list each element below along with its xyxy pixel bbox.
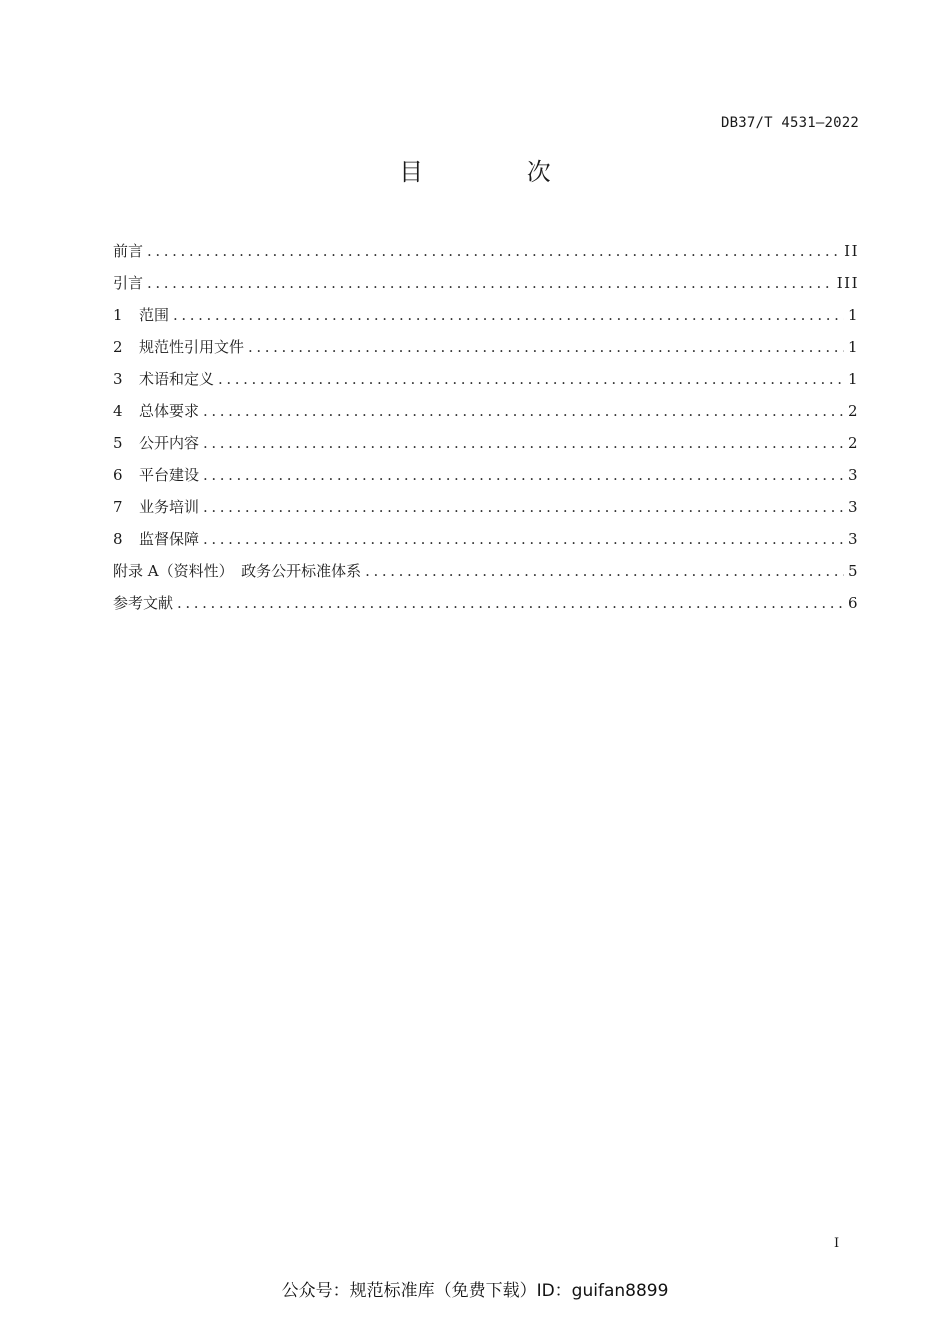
toc-leader-dots xyxy=(248,336,844,358)
toc-entry-page: 1 xyxy=(847,306,859,324)
toc-entry-page: 1 xyxy=(847,370,859,388)
toc-entry-appendix-a[interactable] xyxy=(113,560,859,592)
toc-entry-number: 4 xyxy=(113,402,123,420)
toc-entry-page: 3 xyxy=(847,498,859,516)
toc-leader-dots xyxy=(218,368,844,390)
toc-leader-dots xyxy=(147,240,840,262)
toc-entry-title: 参考文献 xyxy=(113,594,174,612)
toc-entry-number: 2 xyxy=(113,338,123,356)
toc-entry-title: 公开内容 xyxy=(139,434,200,452)
toc-entry-bibliography[interactable] xyxy=(113,592,859,624)
toc-entry-title: 监督保障 xyxy=(139,530,200,548)
toc-entry-foreword[interactable] xyxy=(113,240,859,272)
toc-leader-dots xyxy=(177,592,844,614)
toc-leader-dots xyxy=(203,400,844,422)
toc-entry-page: III xyxy=(836,274,859,292)
toc-leader-dots xyxy=(203,464,844,486)
toc-entry-title: 平台建设 xyxy=(139,466,200,484)
toc-entry-scope[interactable] xyxy=(113,304,859,336)
toc-leader-dots xyxy=(365,560,844,582)
toc-entry-general-requirements[interactable] xyxy=(113,400,859,432)
toc-entry-page: 2 xyxy=(847,402,859,420)
toc-entry-title: 前言 xyxy=(113,242,144,260)
toc-entry-number: 1 xyxy=(113,306,123,324)
page-number: I xyxy=(834,1236,840,1251)
toc-entry-terms-definitions[interactable] xyxy=(113,368,859,400)
toc-leader-dots xyxy=(203,432,844,454)
toc-leader-dots xyxy=(147,272,833,294)
table-of-contents xyxy=(113,240,859,624)
toc-entry-page: II xyxy=(844,242,859,260)
toc-entry-page: 6 xyxy=(847,594,859,612)
toc-entry-platform-construction[interactable] xyxy=(113,464,859,496)
toc-entry-number: 5 xyxy=(113,434,123,452)
toc-entry-introduction[interactable] xyxy=(113,272,859,304)
toc-entry-title: 总体要求 xyxy=(139,402,200,420)
footer-watermark-text: 公众号：规范标准库（免费下载）ID：guifan8899 xyxy=(281,1281,669,1301)
toc-entry-number: 8 xyxy=(113,530,123,548)
toc-entry-number: 6 xyxy=(113,466,123,484)
toc-entry-disclosure-content[interactable] xyxy=(113,432,859,464)
toc-entry-page: 3 xyxy=(847,466,859,484)
toc-leader-dots xyxy=(173,304,844,326)
toc-entry-normative-references[interactable] xyxy=(113,336,859,368)
toc-entry-title: 引言 xyxy=(113,274,144,292)
toc-entry-page: 3 xyxy=(847,530,859,548)
toc-entry-number: 3 xyxy=(113,370,123,388)
toc-leader-dots xyxy=(203,528,844,550)
toc-entry-business-training[interactable] xyxy=(113,496,859,528)
toc-entry-page: 5 xyxy=(847,562,859,580)
toc-entry-title: 规范性引用文件 xyxy=(139,338,245,356)
toc-entry-supervision[interactable] xyxy=(113,528,859,560)
toc-entry-page: 2 xyxy=(847,434,859,452)
toc-entry-title: 附录 A（资料性） 政务公开标准体系 xyxy=(113,562,362,580)
toc-entry-title: 术语和定义 xyxy=(139,370,215,388)
toc-entry-title: 范围 xyxy=(139,306,170,324)
page-title: 目 次 xyxy=(399,158,599,186)
toc-leader-dots xyxy=(203,496,844,518)
standard-code: DB37/T 4531—2022 xyxy=(720,115,859,131)
toc-entry-title: 业务培训 xyxy=(139,498,200,516)
toc-entry-page: 1 xyxy=(847,338,859,356)
toc-entry-number: 7 xyxy=(113,498,123,516)
